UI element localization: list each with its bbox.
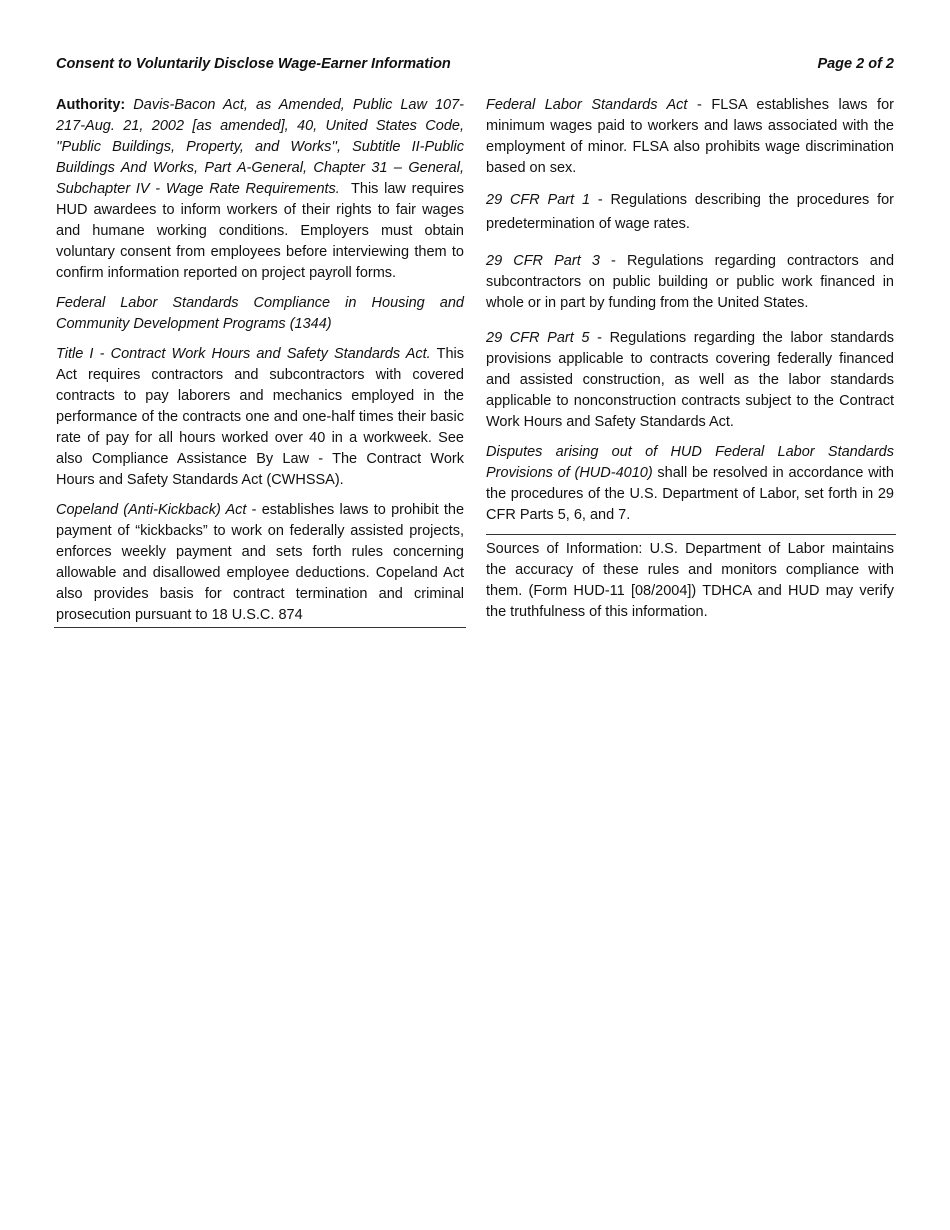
disputes-text: shall be resolved in accordance with the procedures of the U.S. Department of Labor, set forth in 29 CFR Parts 5, 6, and 7.: [486, 465, 894, 523]
authority-paragraph: [56, 95, 464, 284]
copeland-paragraph: [56, 500, 464, 626]
cfr1-heading: 29 CFR Part 1: [486, 192, 591, 208]
cfr5-paragraph: [486, 328, 894, 433]
authority-citation: Davis-Bacon Act, as Amended, Public Law 107-217-Aug. 21, 2002 [as amended], 40, United States Code, ''Public Buildings, Property, and Works'', Subtitle II-Public Buildings And Works, Part A-General, Chapter 31 – General, Subchapter IV - Wage Rate Requirements.: [56, 97, 464, 197]
cfr1-paragraph: [486, 188, 894, 236]
left-column-divider: [54, 627, 466, 628]
page-number: Page 2 of 2: [817, 56, 894, 72]
page-header: [56, 56, 894, 78]
sources-text: Sources of Information: U.S. Department of Labor maintains the accuracy of these rules and monitors compliance with them. (Form HUD-11 [08/2004]) TDHCA and HUD may verify the truthfulness of this information.: [486, 541, 894, 620]
sources-paragraph: [486, 539, 894, 623]
authority-text: This law requires HUD awardees to inform workers of their rights to fair wages and humane working conditions. Employers must obtain voluntary consent from employees before interviewing them to confirm information reported on project payroll forms.: [56, 181, 465, 281]
cfr3-text: - Regulations regarding contractors and subcontractors on public building or public work financed in whole or in part by funding from the United States.: [486, 253, 895, 311]
sources-divider: [486, 534, 896, 535]
flsc-paragraph: [56, 293, 464, 335]
right-column: [486, 95, 894, 632]
disputes-paragraph: [486, 442, 894, 526]
flsa-text: - FLSA establishes laws for minimum wages paid to workers and laws associated with the employment of minor. FLSA also prohibits wage discrimination based on sex.: [486, 97, 894, 176]
flsa-heading: Federal Labor Standards Act: [486, 97, 688, 113]
cfr5-text: - Regulations regarding the labor standards provisions applicable to contracts covering federally financed and assisted construction, as well as the labor standards applicable to nonconstruction contracts subject to the Contract Work Hours and Safety Standards Act.: [486, 330, 895, 430]
cfr3-paragraph: [486, 251, 894, 314]
flsa-paragraph: [486, 95, 894, 179]
title1-text: This Act requires contractors and subcontractors with covered contracts to pay laborers and mechanics employed in the performance of the contracts one and one-half times their basic rate of pay for all hours worked over 40 in a workweek. See also Compliance Assistance By Law - The Contract Work Hours and Safety Standards Act (CWHSSA).: [56, 346, 464, 488]
flsc-title: Federal Labor Standards Compliance in Housing and Community Development Programs (1344): [56, 295, 464, 332]
copeland-heading: Copeland (Anti-Kickback) Act: [56, 502, 247, 518]
cfr3-heading: 29 CFR Part 3: [486, 253, 600, 269]
left-column: [56, 95, 464, 628]
title1-heading: Title I - Contract Work Hours and Safety Standards Act.: [56, 346, 431, 362]
authority-label: Authority:: [56, 97, 126, 113]
title1-paragraph: [56, 344, 464, 491]
copeland-text: - establishes laws to prohibit the payment of “kickbacks” to work on federally assisted projects, enforces weekly payment and sets forth rules concerning allowable and disallowed employee deductions. Copeland Act also provides basis for contract termination and criminal prosecution pursuant to 18 U.S.C. 874: [56, 502, 465, 623]
document-title: Consent to Voluntarily Disclose Wage-Earner Information: [56, 56, 451, 72]
cfr1-text: - Regulations describing the procedures for predetermination of wage rates.: [486, 192, 894, 232]
disputes-heading: Disputes arising out of HUD Federal Labor Standards Provisions of (HUD-4010): [486, 444, 894, 481]
cfr5-heading: 29 CFR Part 5: [486, 330, 590, 346]
